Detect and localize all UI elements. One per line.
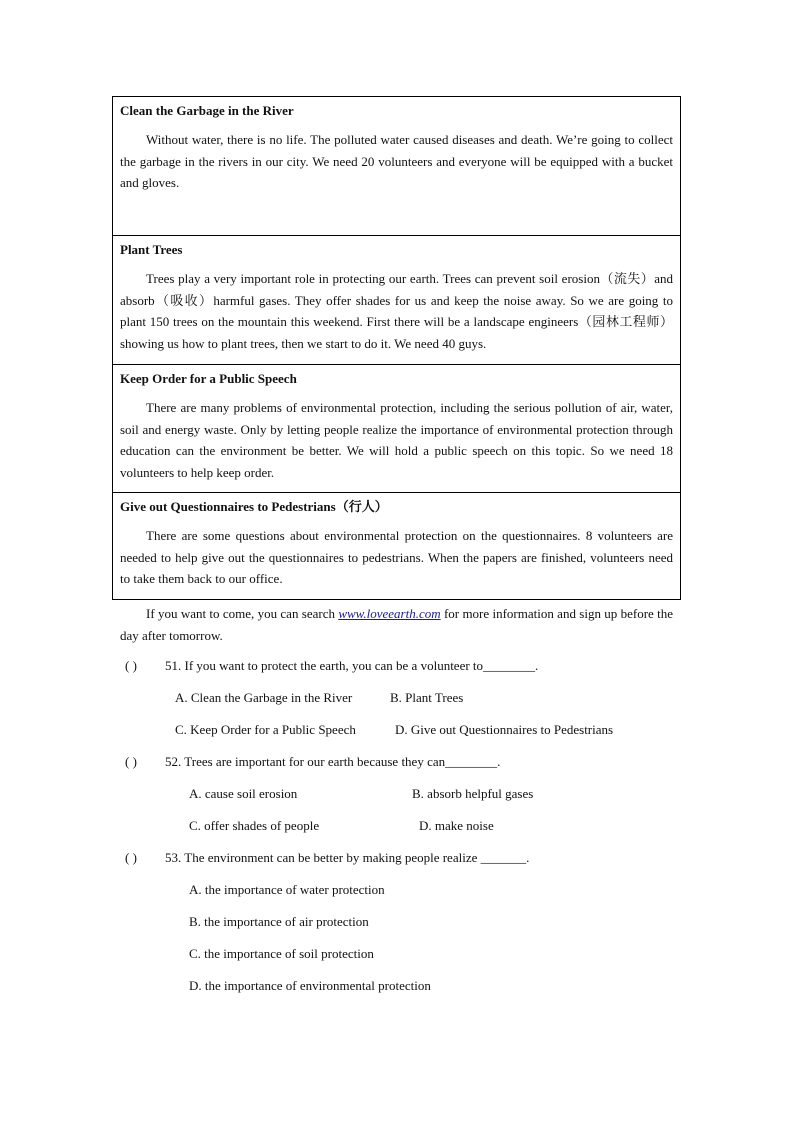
option-a: A. the importance of water protection [189,882,385,897]
option-a: A. Clean the Garbage in the River [175,690,353,705]
question-stem: 53. The environment can be better by making people realize _______. [165,850,530,865]
option-c: C. offer shades of people [189,818,320,833]
option-d: D. Give out Questionnaires to Pedestrians [395,722,614,737]
option-c: C. the importance of soil protection [189,946,374,961]
notice-body: Trees play a very important role in protecting our earth. Trees can prevent soil erosion（流失）and absorb（吸收）harmful gases. They offer shades for us and keep the noise away. So we are going to plant 150 trees on the mountain this weekend. First there will be a landscape engineers（园林工程师）showing us how to plant trees, then we start to do it. We need 40 guys. [120,271,673,351]
question-52 [125,753,500,771]
volunteer-notice-table [112,96,681,600]
notice-cell-trees [113,236,681,365]
notice-cell-speech [113,365,681,493]
answer-blank[interactable]: ( ) [125,850,137,865]
option-c: C. Keep Order for a Public Speech [175,722,356,737]
notice-cell-river [113,97,681,236]
option-d: D. the importance of environmental protection [189,978,431,993]
option-d: D. make noise [419,818,494,833]
closing-text-end: for more information and sign up before the day after tomorrow. [120,606,674,643]
table-row [113,236,681,365]
answer-blank[interactable]: ( ) [125,658,137,673]
question-53 [125,849,529,867]
table-row [113,493,681,600]
website-link[interactable]: www.loveearth.com [338,606,441,621]
notice-title: Plant Trees [120,242,183,257]
notice-title: Clean the Garbage in the River [120,103,294,118]
table-row [113,97,681,236]
notice-title: Give out Questionnaires to Pedestrians（行人） [120,499,388,514]
option-b: B. Plant Trees [390,690,464,705]
question-51 [125,657,538,675]
question-stem: 52. Trees are important for our earth because they can________. [165,754,501,769]
closing-paragraph [120,603,673,646]
option-a: A. cause soil erosion [189,786,298,801]
option-b: B. absorb helpful gases [412,786,534,801]
notice-body: There are some questions about environmental protection on the questionnaires. 8 volunteers are needed to help give out the questionnaires to pedestrians. When the papers are finished, volunteers need to take them back to our office. [120,528,673,586]
notice-body: Without water, there is no life. The polluted water caused diseases and death. We’re going to collect the garbage in the rivers in our city. We need 20 volunteers and everyone will be equipped with a bucket and gloves. [120,132,673,190]
notice-body: There are many problems of environmental protection, including the serious pollution of air, water, soil and energy waste. Only by letting people realize the importance of environmental protection through education can the environment be better. We will hold a public speech on this topic. So we need 18 volunteers to help keep order. [120,400,673,480]
notice-cell-questionnaires [113,493,681,600]
question-stem: 51. If you want to protect the earth, you can be a volunteer to________. [165,658,539,673]
option-b: B. the importance of air protection [189,914,369,929]
notice-title: Keep Order for a Public Speech [120,371,297,386]
closing-text-start: If you want to come, you can search [146,606,339,621]
answer-blank[interactable]: ( ) [125,754,137,769]
table-row [113,365,681,493]
